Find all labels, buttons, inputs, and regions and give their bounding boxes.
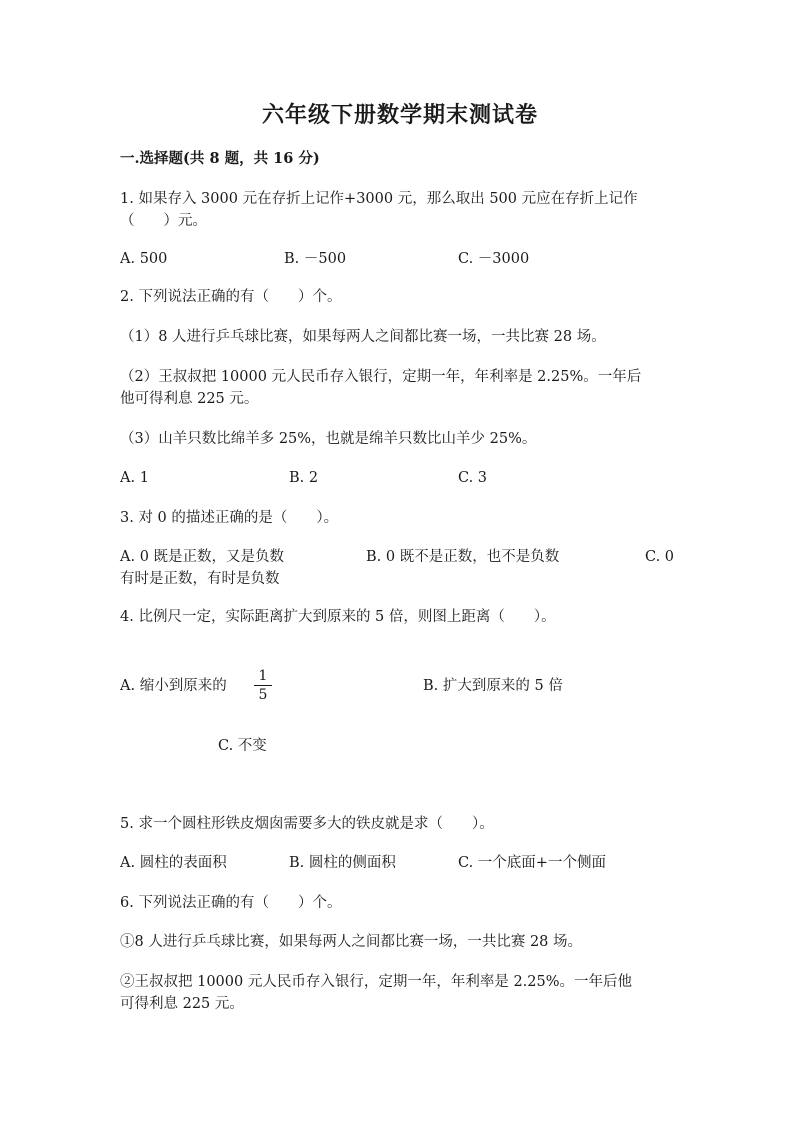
question-5-option-b: B. 圆柱的侧面积 (289, 855, 396, 871)
question-4-stem: 4. 比例尺一定，实际距离扩大到原来的 5 倍，则图上距离（ ）。 (120, 609, 556, 625)
question-1-option-b: B. －500 (284, 251, 347, 267)
question-2-statement-2-line-1: （2）王叔叔把 10000 元人民币存入银行，定期一年，年利率是 2.25%。一年后 (120, 369, 642, 385)
question-4-option-c: C. 不变 (218, 738, 267, 754)
question-5-option-c: C. 一个底面+一个侧面 (458, 855, 606, 871)
question-6-statement-2-line-1: ②王叔叔把 10000 元人民币存入银行，定期一年，年利率是 2.25%。一年后他 (120, 974, 633, 990)
question-2-statement-2-line-2: 他可得利息 225 元。 (120, 391, 259, 407)
question-1-option-a: A. 500 (120, 251, 168, 267)
question-3-option-b: B. 0 既不是正数，也不是负数 (366, 549, 560, 565)
question-3-option-c: C. 0 (645, 549, 675, 565)
question-2-option-c: C. 3 (458, 470, 488, 486)
question-5-option-a: A. 圆柱的表面积 (120, 855, 227, 871)
question-2-statement-1: （1）8 人进行乒乓球比赛，如果每两人之间都比赛一场，一共比赛 28 场。 (120, 329, 606, 345)
question-2-option-a: A. 1 (120, 470, 149, 486)
question-5-stem: 5. 求一个圆柱形铁皮烟囱需要多大的铁皮就是求（ ）。 (120, 816, 494, 832)
question-4-option-a-fraction (254, 668, 272, 703)
question-1-stem-line-2: （ ）元。 (120, 213, 207, 229)
fraction-numerator: 1 (254, 668, 272, 686)
question-4-option-b: B. 扩大到原来的 5 倍 (423, 678, 563, 694)
question-3-stem: 3. 对 0 的描述正确的是（ ）。 (120, 510, 339, 526)
question-2-option-b: B. 2 (289, 470, 319, 486)
question-2-stem: 2. 下列说法正确的有（ ）个。 (120, 289, 342, 305)
page-title: 六年级下册数学期末测试卷 (261, 102, 538, 128)
question-6-statement-1: ①8 人进行乒乓球比赛，如果每两人之间都比赛一场，一共比赛 28 场。 (120, 934, 583, 950)
question-3-option-c-continuation: 有时是正数，有时是负数 (120, 571, 280, 587)
question-1-stem-line-1: 1. 如果存入 3000 元在存折上记作+3000 元，那么取出 500 元应在存折上记作 (120, 191, 638, 207)
question-3-option-a: A. 0 既是正数，又是负数 (120, 549, 285, 565)
question-2-statement-3: （3）山羊只数比绵羊多 25%，也就是绵羊只数比山羊少 25%。 (120, 431, 537, 447)
question-1-option-c: C. －3000 (458, 251, 530, 267)
question-4-option-a: A. 缩小到原来的 (120, 678, 227, 694)
fraction-denominator: 5 (258, 687, 268, 703)
question-6-statement-2-line-2: 可得利息 225 元。 (120, 996, 244, 1012)
question-6-stem: 6. 下列说法正确的有（ ）个。 (120, 895, 342, 911)
section-heading: 一.选择题(共 8 题，共 16 分) (120, 150, 320, 167)
